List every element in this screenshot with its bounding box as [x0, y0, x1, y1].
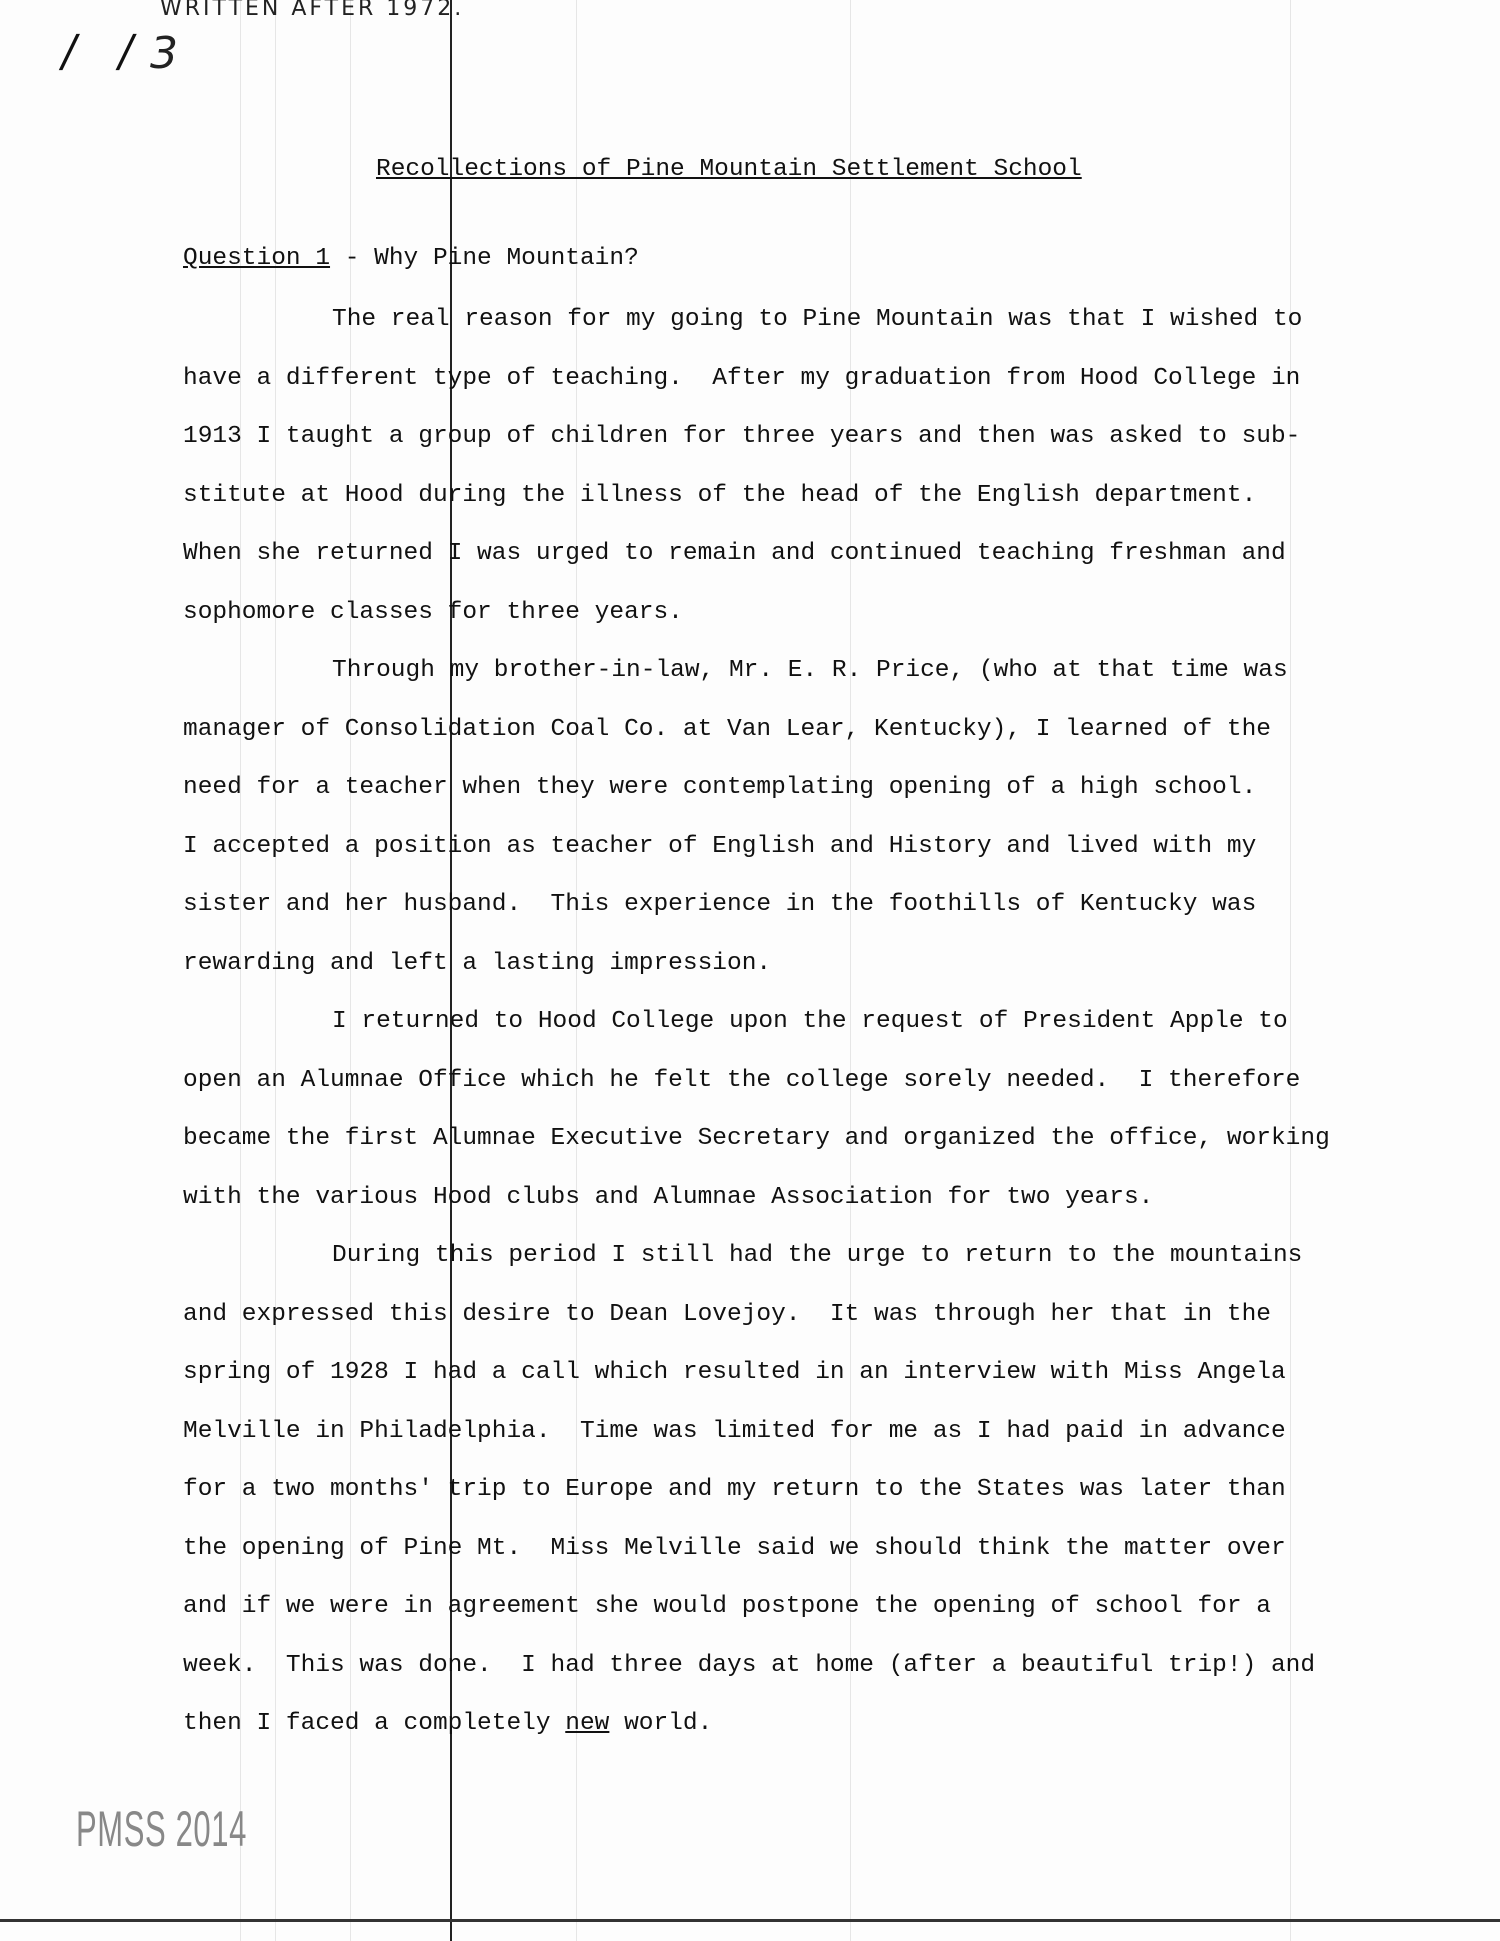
handwritten-note: WRITTEN AFTER 1972. [160, 0, 465, 21]
text-span: world. [609, 1710, 713, 1737]
text-line: During this period I still had the urge to return to the mountains [332, 1242, 1303, 1269]
text-line: sister and her husband. This experience in the foothills of Kentucky was [183, 891, 1257, 918]
text-line: sophomore classes for three years. [183, 598, 683, 626]
text-line: rewarding and left a lasting impression. [183, 949, 772, 977]
text-line: and if we were in agreement she would postpone the opening of school for a [183, 1593, 1271, 1620]
text-line: the opening of Pine Mt. Miss Melville said we should think the matter over [183, 1534, 1286, 1562]
page-bottom-edge [0, 1919, 1500, 1922]
text-line: have a different type of teaching. After my graduation from Hood College in [183, 364, 1301, 392]
question-label: Question 1 [183, 245, 331, 272]
underlined-word: new [565, 1710, 610, 1737]
text-line: The real reason for my going to Pine Mountain was that I wished to [332, 306, 1303, 333]
text-line: and expressed this desire to Dean Lovejoy. It was through her that in the [183, 1300, 1271, 1328]
text-line: I accepted a position as teacher of English and History and lived with my [183, 832, 1257, 860]
text-line-last [183, 1708, 1330, 1767]
watermark: PMSS 2014 [76, 1801, 248, 1857]
text-line: I returned to Hood College upon the request of President Apple to [332, 1008, 1288, 1035]
text-line: Through my brother-in-law, Mr. E. R. Price, (who at that time was [332, 657, 1288, 684]
question-text: - Why Pine Mountain? [330, 245, 639, 272]
text-line: Melville in Philadelphia. Time was limited for me as I had paid in advance [183, 1417, 1286, 1445]
text-line: with the various Hood clubs and Alumnae Association for two years. [183, 1183, 1154, 1211]
page-number: 3 [150, 28, 178, 79]
document-title: Recollections of Pine Mountain Settlement School [376, 156, 1082, 183]
text-line: became the first Alumnae Executive Secretary and organized the office, working [183, 1125, 1330, 1152]
body-text [183, 304, 1330, 1767]
text-line: for a two months' trip to Europe and my return to the States was later than [183, 1476, 1286, 1503]
text-line: need for a teacher when they were contemplating opening of a high school. [183, 774, 1257, 801]
text-span: then I faced a completely [183, 1710, 566, 1737]
text-line: manager of Consolidation Coal Co. at Van Lear, Kentucky), I learned of the [183, 715, 1271, 743]
text-line: When she returned I was urged to remain and continued teaching freshman and [183, 540, 1286, 567]
text-line: spring of 1928 I had a call which resulted in an interview with Miss Angela [183, 1359, 1286, 1386]
handwritten-marks: / / [57, 26, 153, 77]
text-line: open an Alumnae Office which he felt the college sorely needed. I therefore [183, 1066, 1301, 1094]
text-line: 1913 I taught a group of children for three years and then was asked to sub- [183, 423, 1301, 450]
text-line: stitute at Hood during the illness of the head of the English department. [183, 481, 1257, 509]
text-line: week. This was done. I had three days at home (after a beautiful trip!) and [183, 1651, 1316, 1679]
question-heading [183, 245, 639, 272]
